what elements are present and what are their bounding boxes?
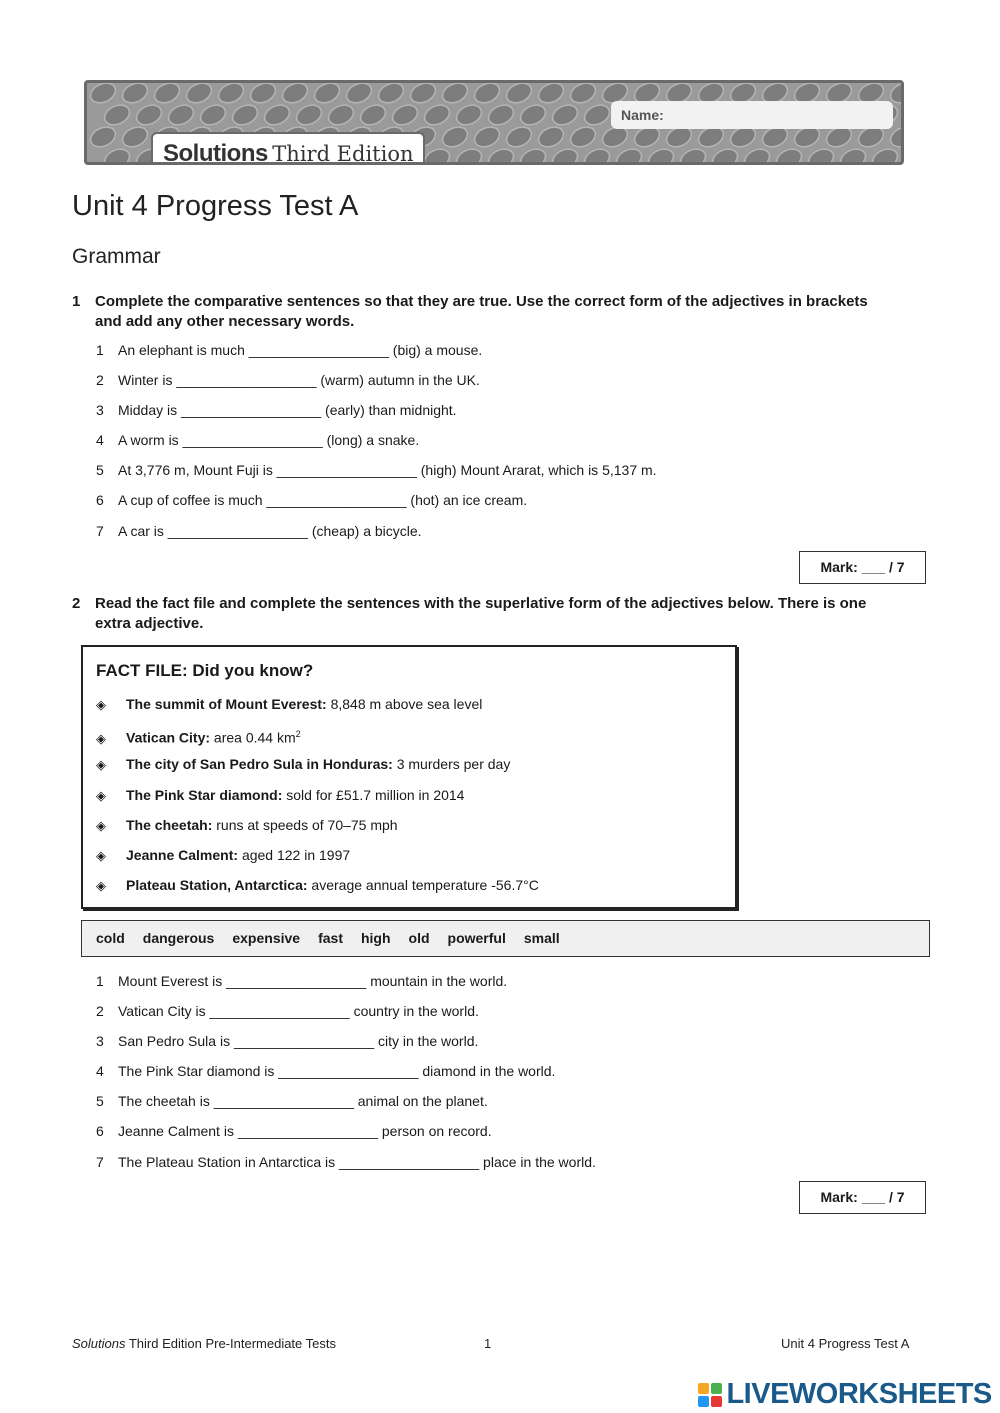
pattern-pebble	[535, 123, 566, 150]
pattern-pebble	[87, 123, 118, 150]
item-text: Midday is __________________ (early) than midnight.	[118, 402, 457, 419]
pattern-pebble	[453, 101, 484, 128]
fact-list	[96, 694, 539, 905]
pattern-pebble	[567, 83, 598, 107]
pattern-pebble	[119, 83, 150, 107]
fact-item	[96, 845, 539, 875]
pattern-pebble	[549, 101, 580, 128]
pattern-pebble	[471, 83, 502, 107]
pattern-pebble	[805, 145, 836, 165]
question-item	[96, 1091, 596, 1121]
pattern-pebble	[389, 101, 420, 128]
item-number: 4	[96, 1063, 104, 1080]
item-text: A cup of coffee is much __________________ (hot) an ice cream.	[118, 492, 528, 509]
fact-label: The city of San Pedro Sula in Honduras:	[126, 756, 393, 773]
question-item	[96, 1001, 596, 1031]
question-2-instruction	[72, 594, 892, 634]
brand-edition: Third Edition	[272, 142, 414, 165]
fact-value: average annual temperature -56.7°C	[311, 877, 539, 894]
footer-brand: Solutions	[72, 1336, 126, 1351]
pattern-pebble	[901, 145, 904, 165]
word-bank	[81, 920, 930, 957]
pattern-pebble	[503, 83, 534, 107]
pattern-pebble	[613, 145, 644, 165]
pattern-pebble	[709, 145, 740, 165]
fact-value: area 0.44 km	[213, 729, 296, 746]
item-number: 6	[96, 1123, 104, 1140]
fact-label: Vatican City:	[126, 729, 211, 746]
item-text: Vatican City is __________________ country in the world.	[118, 1003, 479, 1020]
item-text: The Plateau Station in Antarctica is __________________ place in the world.	[118, 1153, 596, 1170]
pattern-pebble	[869, 145, 900, 165]
fact-label: Plateau Station, Antarctica:	[126, 877, 308, 894]
item-number: 5	[96, 462, 104, 479]
fact-label: Jeanne Calment:	[126, 846, 239, 863]
item-text: A car is __________________ (cheap) a bicycle.	[118, 522, 422, 539]
fact-file-title: FACT FILE: Did you know?	[96, 661, 314, 680]
question-item	[96, 1121, 596, 1151]
item-number: 3	[96, 402, 104, 419]
footer-book: Third Edition Pre-Intermediate Tests	[125, 1336, 336, 1351]
fact-item	[96, 875, 539, 905]
diamond-bullet-icon: ◈	[96, 697, 106, 712]
fact-value: sold for £51.7 million in 2014	[286, 786, 465, 803]
item-text: Mount Everest is __________________ mountain in the world.	[118, 973, 508, 989]
brand-logo	[151, 132, 425, 165]
question-item	[96, 490, 657, 520]
pattern-pebble	[677, 145, 708, 165]
pattern-pebble	[453, 145, 484, 165]
pattern-pebble	[151, 83, 182, 107]
pattern-pebble	[375, 83, 406, 107]
fact-value: aged 122 in 1997	[241, 846, 351, 863]
pattern-pebble	[535, 83, 566, 107]
question-item	[96, 971, 596, 1001]
name-label: Name:	[621, 107, 664, 123]
liveworksheets-text: LIVEWORKSHEETS	[726, 1378, 992, 1410]
pattern-pebble	[197, 101, 228, 128]
pattern-pebble	[421, 145, 452, 165]
header-banner	[84, 80, 904, 165]
fact-value: 8,848 m above sea level	[330, 696, 483, 712]
diamond-bullet-icon: ◈	[96, 757, 106, 773]
pattern-pebble	[471, 123, 502, 150]
question-item	[96, 1031, 596, 1061]
diamond-bullet-icon: ◈	[96, 878, 106, 894]
pattern-pebble	[485, 145, 516, 165]
item-number: 3	[96, 1033, 104, 1050]
diamond-bullet-icon: ◈	[96, 787, 106, 803]
question-1-instruction	[72, 292, 892, 332]
word-bank-item: dangerous	[142, 930, 215, 946]
item-number: 7	[96, 1153, 104, 1170]
question-text: Read the fact file and complete the sentences with the superlative form of the adjectives below. There is one extra adjective.	[95, 595, 867, 632]
item-number: 1	[96, 342, 104, 358]
fact-superscript: 2	[295, 729, 301, 740]
word-bank-item: fast	[318, 930, 343, 946]
pattern-pebble	[247, 83, 278, 107]
fact-item	[96, 815, 539, 845]
footer-right: Unit 4 Progress Test A	[781, 1336, 910, 1351]
pattern-pebble	[901, 101, 904, 128]
item-number: 4	[96, 432, 104, 449]
mark-box: Mark: ___ / 7	[799, 1181, 926, 1214]
question-item	[96, 340, 657, 370]
item-number: 6	[96, 492, 104, 509]
pattern-pebble	[101, 101, 132, 128]
brand-name: Solutions	[163, 140, 268, 165]
pattern-pebble	[517, 145, 548, 165]
question-item	[96, 521, 657, 551]
pattern-pebble	[645, 145, 676, 165]
liveworksheets-icon	[698, 1383, 722, 1407]
pattern-pebble	[581, 145, 612, 165]
pattern-pebble	[837, 145, 868, 165]
item-number: 7	[96, 522, 104, 539]
question-2-items	[96, 971, 596, 1182]
question-item	[96, 400, 657, 430]
word-bank-item: high	[360, 930, 391, 946]
diamond-bullet-icon: ◈	[96, 817, 106, 833]
question-number: 2	[72, 595, 81, 612]
pattern-pebble	[215, 83, 246, 107]
fact-label: The summit of Mount Everest:	[126, 696, 327, 712]
pattern-pebble	[101, 145, 132, 165]
pattern-pebble	[741, 145, 772, 165]
pattern-pebble	[439, 123, 470, 150]
item-text: The cheetah is __________________ animal on the planet.	[118, 1093, 488, 1110]
pattern-pebble	[279, 83, 310, 107]
diamond-bullet-icon: ◈	[96, 847, 106, 863]
question-1-items	[96, 340, 657, 551]
diamond-bullet-icon: ◈	[96, 730, 106, 746]
item-text: Jeanne Calment is __________________ person on record.	[118, 1123, 492, 1140]
pattern-pebble	[87, 83, 118, 107]
question-number: 1	[72, 293, 81, 310]
question-item	[96, 1061, 596, 1091]
question-item	[96, 430, 657, 460]
pattern-pebble	[503, 123, 534, 150]
fact-item	[96, 694, 539, 724]
liveworksheets-logo	[698, 1378, 992, 1408]
question-text: Complete the comparative sentences so that they are true. Use the correct form of the adjectives in brackets and add any other necessary words.	[95, 293, 868, 330]
pattern-pebble	[183, 83, 214, 107]
word-bank-item: expensive	[232, 930, 301, 946]
fact-value: 3 murders per day	[396, 756, 511, 773]
fact-item	[96, 724, 539, 754]
word-bank-item: powerful	[447, 930, 506, 946]
pattern-pebble	[311, 83, 342, 107]
fact-value: runs at speeds of 70–75 mph	[216, 816, 398, 833]
page-title: Unit 4 Progress Test A	[72, 190, 359, 222]
item-text: An elephant is much __________________ (big) a mouse.	[118, 342, 483, 358]
name-field[interactable]	[611, 101, 893, 129]
pattern-pebble	[485, 101, 516, 128]
word-bank-item: cold	[96, 930, 125, 946]
item-number: 1	[96, 973, 104, 989]
page-number: 1	[484, 1336, 492, 1351]
question-item	[96, 370, 657, 400]
item-text: San Pedro Sula is __________________ city in the world.	[118, 1033, 479, 1050]
pattern-pebble	[357, 101, 388, 128]
item-number: 2	[96, 372, 104, 389]
pattern-pebble	[773, 145, 804, 165]
mark-box: Mark: ___ / 7	[799, 551, 926, 584]
fact-item	[96, 754, 539, 784]
question-item	[96, 460, 657, 490]
pattern-pebble	[343, 83, 374, 107]
pattern-pebble	[407, 83, 438, 107]
item-text: Winter is __________________ (warm) autumn in the UK.	[118, 372, 480, 389]
fact-label: The Pink Star diamond:	[126, 786, 283, 803]
item-text: The Pink Star diamond is __________________ diamond in the world.	[118, 1063, 556, 1080]
pattern-pebble	[439, 83, 470, 107]
pattern-pebble	[567, 123, 598, 150]
question-item	[96, 1152, 596, 1182]
pattern-pebble	[229, 101, 260, 128]
pattern-pebble	[261, 101, 292, 128]
fact-label: The cheetah:	[126, 816, 213, 833]
fact-file	[81, 645, 737, 909]
item-text: A worm is __________________ (long) a snake.	[118, 432, 420, 449]
item-number: 5	[96, 1093, 104, 1110]
pattern-pebble	[165, 101, 196, 128]
pattern-pebble	[549, 145, 580, 165]
item-number: 2	[96, 1003, 104, 1020]
pattern-pebble	[133, 101, 164, 128]
pattern-pebble	[119, 123, 150, 150]
section-title: Grammar	[72, 245, 161, 268]
pattern-pebble	[293, 101, 324, 128]
item-text: At 3,776 m, Mount Fuji is __________________ (high) Mount Ararat, which is 5,137 m.	[118, 462, 657, 479]
footer-left	[72, 1336, 336, 1351]
fact-item	[96, 785, 539, 815]
word-bank-item: small	[523, 930, 560, 946]
pattern-pebble	[421, 101, 452, 128]
pattern-pebble	[581, 101, 612, 128]
word-bank-item: old	[408, 930, 430, 946]
pattern-pebble	[325, 101, 356, 128]
pattern-pebble	[517, 101, 548, 128]
